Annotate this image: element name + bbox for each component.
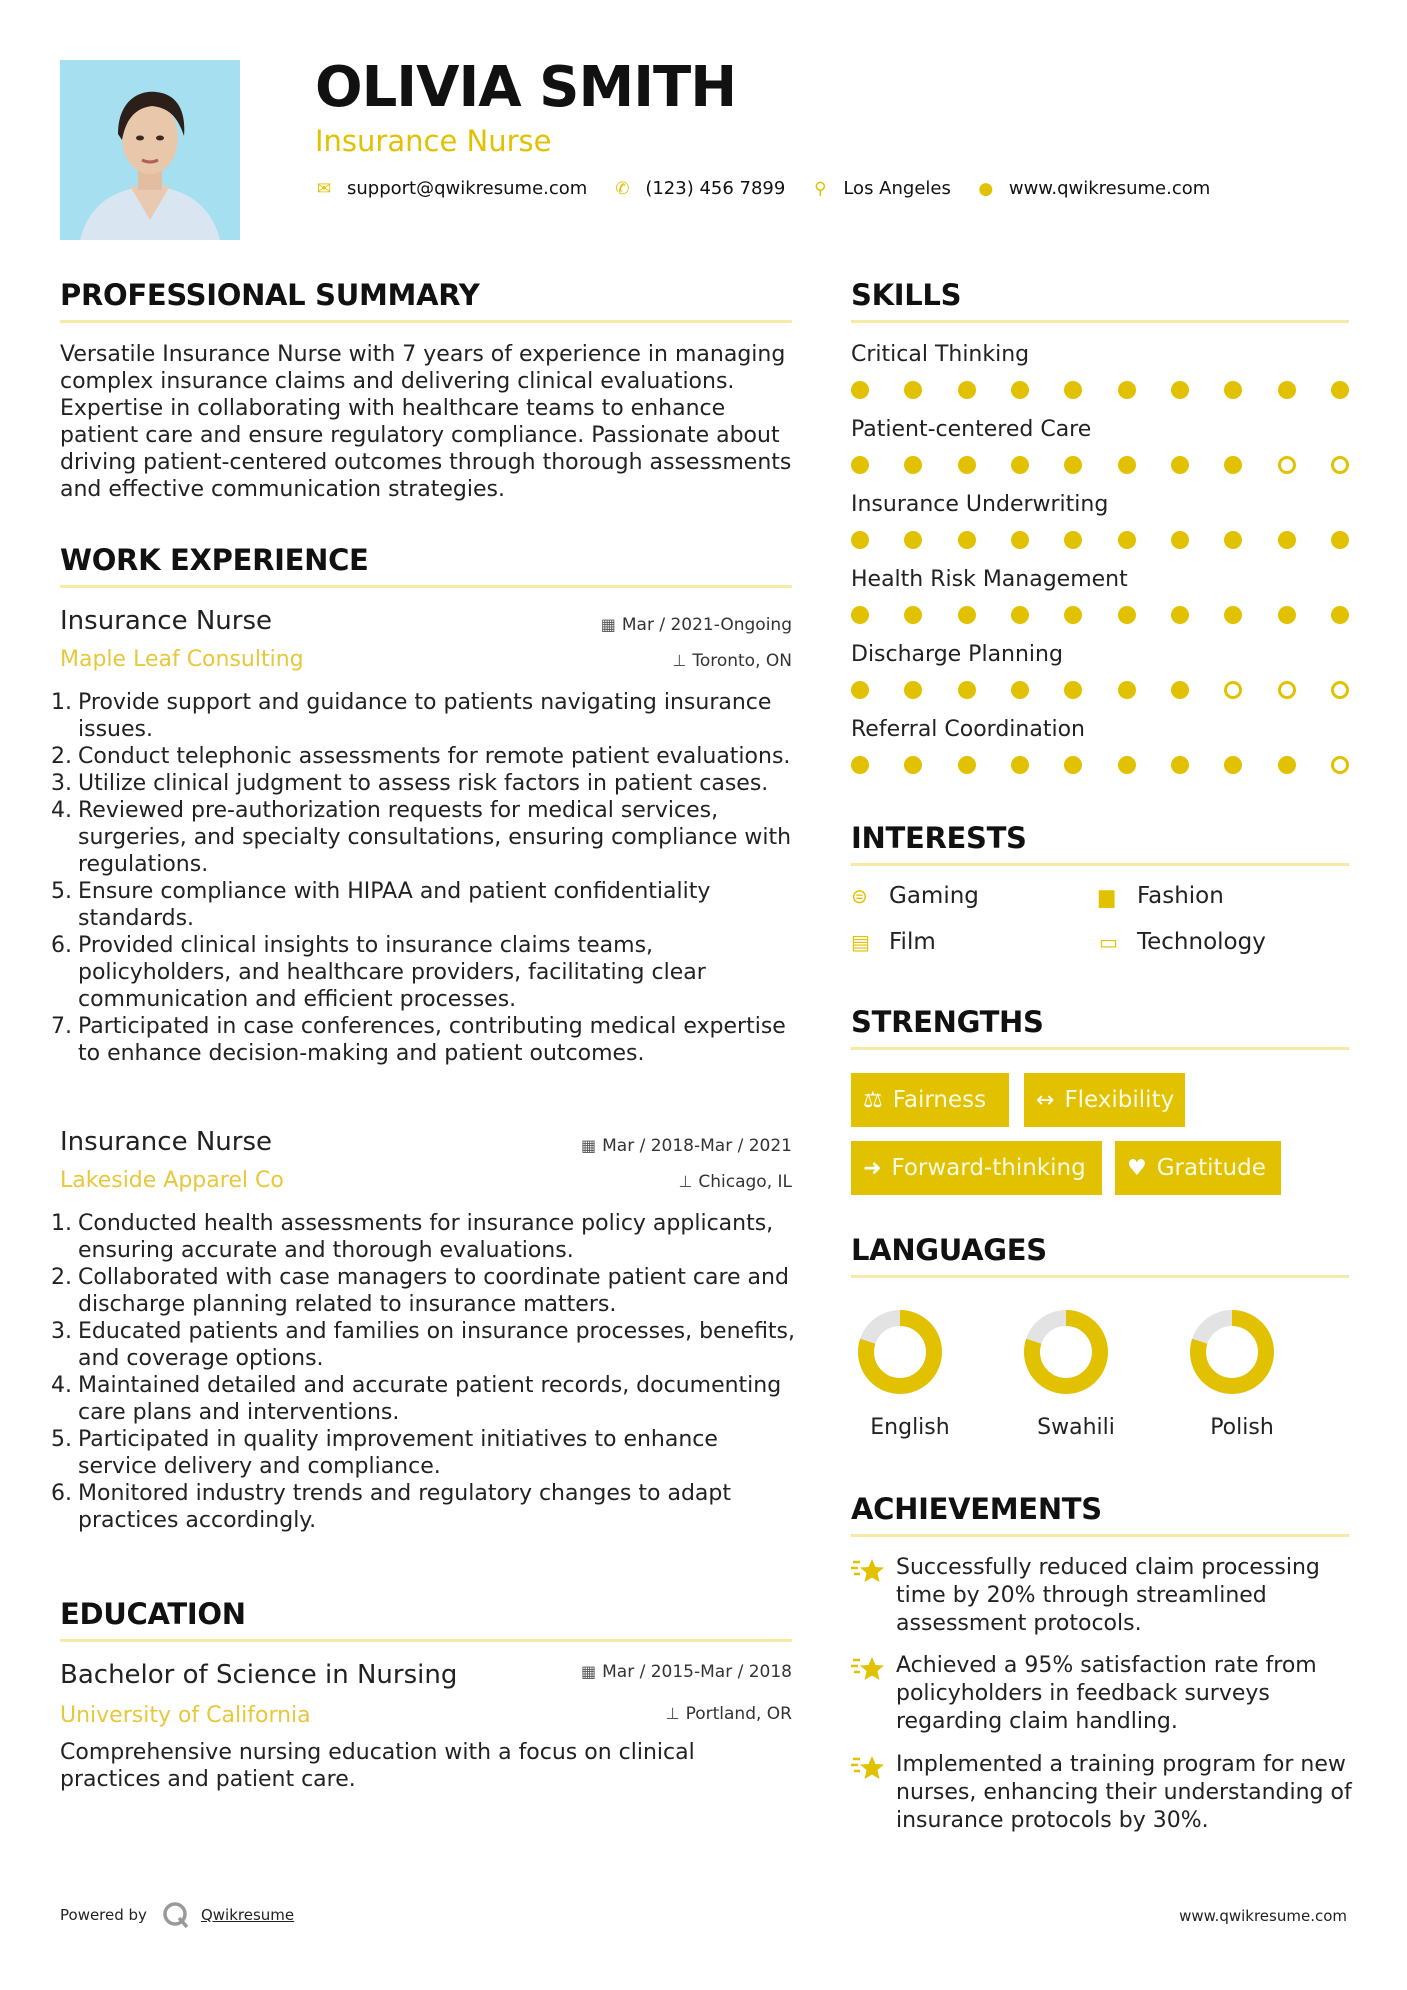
interest-item: ▤ Film <box>851 929 936 955</box>
calendar-icon: ▦ <box>580 1662 597 1681</box>
education-dates-text: Mar / 2015-Mar / 2018 <box>602 1662 792 1682</box>
skill-dot-filled <box>1278 606 1296 624</box>
skill-dot-filled <box>1278 756 1296 774</box>
strength-tag: ♥ Gratitude <box>1115 1141 1281 1195</box>
skill-dot-filled <box>1224 606 1242 624</box>
job-title: Insurance Nurse <box>60 1127 272 1157</box>
degree-title: Bachelor of Science in Nursing <box>60 1660 458 1690</box>
job-company: Lakeside Apparel Co <box>60 1168 284 1193</box>
laptop-icon: ▭ <box>1099 930 1118 954</box>
languages-divider <box>851 1275 1349 1278</box>
skill-dot-filled <box>1171 681 1189 699</box>
experience-heading: WORK EXPERIENCE <box>60 543 369 577</box>
skill-dot-filled <box>904 381 922 399</box>
skill-dot-filled <box>1118 531 1136 549</box>
education-divider <box>60 1639 792 1642</box>
skill-dot-filled <box>1224 531 1242 549</box>
skill-dot-filled <box>1011 756 1029 774</box>
pushpin-icon: ⊥ <box>678 1172 693 1191</box>
contact-website[interactable] <box>977 178 1210 199</box>
contact-phone[interactable] <box>613 178 785 199</box>
strength-tag: ⚖ Fairness <box>851 1073 1009 1127</box>
skill-dot-filled <box>1278 531 1296 549</box>
job-location <box>678 1172 792 1192</box>
star-icon <box>851 1656 885 1682</box>
skill-dot-filled <box>1171 381 1189 399</box>
contact-location-text: Los Angeles <box>843 178 951 199</box>
list-item: 4. Maintained detailed and accurate patient records, documenting care plans and interventions. <box>51 1373 782 1425</box>
skill-name: Critical Thinking <box>851 342 1030 367</box>
contact-phone-text: (123) 456 7899 <box>645 178 786 199</box>
skill-dot-filled <box>1064 756 1082 774</box>
job-dates-text: Mar / 2018-Mar / 2021 <box>602 1136 792 1156</box>
skill-name: Patient-centered Care <box>851 417 1092 442</box>
balance-scale-icon: ⚖ <box>863 1087 883 1113</box>
skill-dot-filled <box>1064 606 1082 624</box>
skill-name: Referral Coordination <box>851 717 1085 742</box>
experience-divider <box>60 585 792 588</box>
skill-rating <box>851 754 1349 776</box>
skill-dot-filled <box>1331 606 1349 624</box>
skill-dot-empty <box>1224 681 1242 699</box>
powered-by-label: Powered by <box>60 1906 147 1924</box>
skill-dot-filled <box>958 606 976 624</box>
skill-dot-filled <box>1278 381 1296 399</box>
person-portrait-icon <box>60 60 240 240</box>
resume-page: OLIVIA SMITH Insurance Nurse ✉ support@qwikresume.com ✆ (123) 456 7899 ⚲ Los Angeles ● www.qwikresume.com PROFESSIONAL SUMMARY Versatile Insurance Nurse with 7 years of experience in managing complex insurance claims and delivering clinical evaluations. Expertise in collaborating with healthcare teams to enhance patient care and ensure regulatory compliance. Passionate about driving patient-centered outcomes through thorough assessments and effective communication strategies. WORK EXPERIENCE Insurance Nurse ▦ Mar / 2021-Ongoing Maple Leaf Consulting ⊥ Toronto, ON 1. Provide support and guidance to patients navigating insurance issues. 2. Conduct telephonic assessments for remote patient evaluations. 3. Utilize clinical judgment to assess risk factors in patient cases. 4. Reviewed pre-authorization requests for medical services, surgeries, and specialty consultations, ensuring compliance with regulations. 5. Ensure compliance with HIPAA and patient confidentiality standards. 6. Provided clinical insights to insurance claims teams, policyholders, and healthcare providers, facilitating clear communication and efficient processes. 7. Participated in case conferences, contributing medical expertise to enhance decision-making and patient outcomes. Insurance Nurse ▦ Mar / 2018-Mar / 2021 Lakeside Apparel Co ⊥ Chicago, IL 1. Conducted health assessments for insurance policy applicants, ensuring accurate and thorough evaluations. 2. Collaborated with case managers to coordinate patient care and discharge planning related to insurance matters. 3. Educated patients and families on insurance processes, benefits, and coverage options. 4. Maintained detailed and accurate patient records, documenting care plans and interventions. 5. Participated in quality improvement initiatives to enhance service delivery and compliance. 6. Monitored industry trends and regulatory changes to adapt practices accordingly. EDUCATION Bachelor of Science in Nursing ▦ Mar / 2015-Mar / 2018 University of California ⊥ Portland, OR Comprehensive nursing education with a focus on clinical practices and patient care. SKILLS Critical Thinking Patient-centered Care Insurance Underwriting Health Risk Management Discharge Planning Referral Coordination INTERESTS ⊜ Gaming ▆ Fashion ▤ Film ▭ Technology STRENGTHS ⚖ Fairness ↔ Flexibility ➜ Forward-thinking ♥ Gratitude LANGUAGES English Swahili Polish ACHIEVEMENTS Successfully reduced claim processing time by 20% through streamlined assessment protocols. Achieved a 95% satisfaction rate from policyholders in feedback surveys regarding claim handling. Implemented a training program for new nurses, enhancing their understanding of insurance protocols by 30%. Powered by Qwikresume www.qwikresume.com <box>0 0 1407 1990</box>
job-title: Insurance Nurse <box>60 606 272 636</box>
contact-website-text: www.qwikresume.com <box>1008 178 1211 199</box>
achievements-divider <box>851 1534 1349 1537</box>
skill-dot-filled <box>904 756 922 774</box>
list-item: 1. Provide support and guidance to patients navigating insurance issues. <box>51 690 772 742</box>
pushpin-icon: ⊥ <box>665 1704 680 1723</box>
contact-email[interactable] <box>315 178 587 199</box>
skill-dot-filled <box>958 531 976 549</box>
brand-link[interactable]: Qwikresume <box>200 1906 295 1924</box>
skill-dot-filled <box>904 606 922 624</box>
phone-icon: ✆ <box>615 178 630 199</box>
map-pin-icon: ⚲ <box>814 178 827 199</box>
job-bullets <box>48 1210 796 1534</box>
summary-divider <box>60 320 792 323</box>
summary-text: Versatile Insurance Nurse with 7 years of experience in managing complex insurance claims and delivering clinical evaluations. Expertise in collaborating with healthcare teams to enhance patient care and ensure regulatory compliance. Passionate about driving patient-centered outcomes through thorough assessments and effective communication strategies. <box>60 342 792 502</box>
job-company: Maple Leaf Consulting <box>60 647 304 672</box>
list-item: 4. Reviewed pre-authorization requests for medical services, surgeries, and specialty consultations, ensuring compliance with regulations. <box>51 798 792 877</box>
language-name: English <box>870 1415 950 1440</box>
skill-dot-filled <box>1118 606 1136 624</box>
skills-divider <box>851 320 1349 323</box>
candidate-role: Insurance Nurse <box>315 124 552 158</box>
footer-website[interactable]: www.qwikresume.com <box>1179 1907 1347 1925</box>
skills-heading: SKILLS <box>851 278 962 312</box>
languages-heading: LANGUAGES <box>851 1233 1047 1267</box>
film-icon: ▤ <box>851 930 870 954</box>
list-item: 2. Collaborated with case managers to coordinate patient care and discharge planning related to insurance matters. <box>51 1265 789 1317</box>
interests-divider <box>851 863 1349 866</box>
achievements-heading: ACHIEVEMENTS <box>851 1492 1102 1526</box>
envelope-icon: ✉ <box>316 178 332 199</box>
skill-dot-filled <box>1011 456 1029 474</box>
job-location-text: Chicago, IL <box>698 1172 792 1192</box>
skill-dot-filled <box>958 456 976 474</box>
interest-item: ⊜ Gaming <box>851 883 979 909</box>
contact-email-text: support@qwikresume.com <box>347 178 588 199</box>
skill-rating <box>851 379 1349 401</box>
skill-dot-filled <box>904 531 922 549</box>
gamepad-icon: ⊜ <box>851 884 868 908</box>
shopping-bag-icon: ▆ <box>1099 884 1115 908</box>
skill-dot-filled <box>958 681 976 699</box>
pushpin-icon: ⊥ <box>672 651 687 670</box>
education-description: Comprehensive nursing education with a focus on clinical practices and patient care. <box>60 1740 695 1792</box>
calendar-icon: ▦ <box>580 1136 597 1155</box>
skill-dot-filled <box>1011 606 1029 624</box>
school-name: University of California <box>60 1703 311 1728</box>
job-dates <box>581 1136 792 1156</box>
education-location <box>666 1704 792 1724</box>
strength-tag: ↔ Flexibility <box>1024 1073 1185 1127</box>
skill-dot-filled <box>1224 456 1242 474</box>
skill-dot-filled <box>851 531 869 549</box>
skill-dot-filled <box>1118 756 1136 774</box>
skill-dot-filled <box>1331 381 1349 399</box>
list-item: 2. Conduct telephonic assessments for remote patient evaluations. <box>51 744 791 769</box>
candidate-name: OLIVIA SMITH <box>315 55 737 120</box>
job-dates-text: Mar / 2021-Ongoing <box>621 615 792 635</box>
skill-dot-filled <box>1224 381 1242 399</box>
skill-name: Insurance Underwriting <box>851 492 1109 517</box>
skill-dot-filled <box>1118 456 1136 474</box>
calendar-icon: ▦ <box>600 615 616 634</box>
globe-icon: ● <box>978 178 994 199</box>
strengths-divider <box>851 1047 1349 1050</box>
skill-rating <box>851 679 1349 701</box>
skill-dot-empty <box>1278 456 1296 474</box>
skill-dot-filled <box>1171 531 1189 549</box>
contact-bar <box>315 178 1236 199</box>
education-heading: EDUCATION <box>60 1597 246 1631</box>
skill-dot-empty <box>1331 456 1349 474</box>
skill-dot-filled <box>1011 381 1029 399</box>
arrows-horizontal-icon: ↔ <box>1036 1087 1055 1113</box>
skill-rating <box>851 604 1349 626</box>
skill-dot-filled <box>1224 756 1242 774</box>
interest-item: ▆ Fashion <box>1099 883 1224 909</box>
skill-dot-filled <box>1011 681 1029 699</box>
list-item: 3. Educated patients and families on insurance processes, benefits, and coverage options. <box>51 1319 796 1371</box>
skill-dot-filled <box>1118 681 1136 699</box>
skill-dot-filled <box>958 381 976 399</box>
contact-location <box>811 178 951 199</box>
skill-dot-empty <box>1278 681 1296 699</box>
language-donuts <box>851 1300 1349 1410</box>
list-item: 5. Ensure compliance with HIPAA and patient confidentiality standards. <box>51 879 711 931</box>
list-item: 6. Monitored industry trends and regulatory changes to adapt practices accordingly. <box>51 1481 731 1533</box>
list-item: 3. Utilize clinical judgment to assess risk factors in patient cases. <box>51 771 769 796</box>
list-item: 6. Provided clinical insights to insurance claims teams, policyholders, and healthcare providers, facilitating clear communication and efficient processes. <box>51 933 706 1012</box>
education-location-text: Portland, OR <box>685 1704 792 1724</box>
list-item: 1. Conducted health assessments for insurance policy applicants, ensuring accurate and thorough evaluations. <box>51 1211 774 1263</box>
skill-dot-filled <box>1171 606 1189 624</box>
interests-heading: INTERESTS <box>851 821 1027 855</box>
star-icon <box>851 1558 885 1584</box>
list-item: 7. Participated in case conferences, contributing medical expertise to enhance decision-making and patient outcomes. <box>51 1014 786 1066</box>
skill-name: Discharge Planning <box>851 642 1063 667</box>
skill-dot-filled <box>1064 381 1082 399</box>
skill-dot-filled <box>1064 681 1082 699</box>
heart-icon: ♥ <box>1127 1155 1147 1181</box>
skill-name: Health Risk Management <box>851 567 1128 592</box>
strength-tag: ➜ Forward-thinking <box>851 1141 1102 1195</box>
job-location-text: Toronto, ON <box>692 651 792 671</box>
job-location <box>672 651 792 671</box>
skill-dot-filled <box>1171 456 1189 474</box>
skill-dot-filled <box>904 456 922 474</box>
list-item: 5. Participated in quality improvement initiatives to enhance service delivery and compliance. <box>51 1427 718 1479</box>
language-name: Polish <box>1210 1415 1274 1440</box>
skill-dot-filled <box>1064 531 1082 549</box>
skill-dot-filled <box>1011 531 1029 549</box>
job-bullets <box>48 689 796 1067</box>
arrow-right-icon: ➜ <box>863 1155 882 1181</box>
skill-dot-filled <box>1331 531 1349 549</box>
skill-dot-filled <box>1064 456 1082 474</box>
skill-dot-empty <box>1331 681 1349 699</box>
skill-dot-filled <box>958 756 976 774</box>
skill-dot-filled <box>851 456 869 474</box>
skill-dot-filled <box>851 681 869 699</box>
star-icon <box>851 1755 885 1781</box>
strengths-heading: STRENGTHS <box>851 1005 1044 1039</box>
skill-dot-filled <box>904 681 922 699</box>
skill-dot-filled <box>1118 381 1136 399</box>
language-name: Swahili <box>1037 1415 1115 1440</box>
job-dates <box>601 615 792 635</box>
interest-item: ▭ Technology <box>1099 929 1266 955</box>
skill-dot-empty <box>1331 756 1349 774</box>
qwikresume-logo-icon <box>161 1900 191 1930</box>
footer-branding <box>60 1900 294 1930</box>
skill-rating <box>851 454 1349 476</box>
skill-dot-filled <box>851 606 869 624</box>
profile-photo <box>60 60 240 240</box>
skill-dot-filled <box>851 756 869 774</box>
skill-dot-filled <box>1171 756 1189 774</box>
summary-heading: PROFESSIONAL SUMMARY <box>60 278 480 312</box>
education-dates <box>581 1662 792 1682</box>
skill-dot-filled <box>851 381 869 399</box>
skill-rating <box>851 529 1349 551</box>
